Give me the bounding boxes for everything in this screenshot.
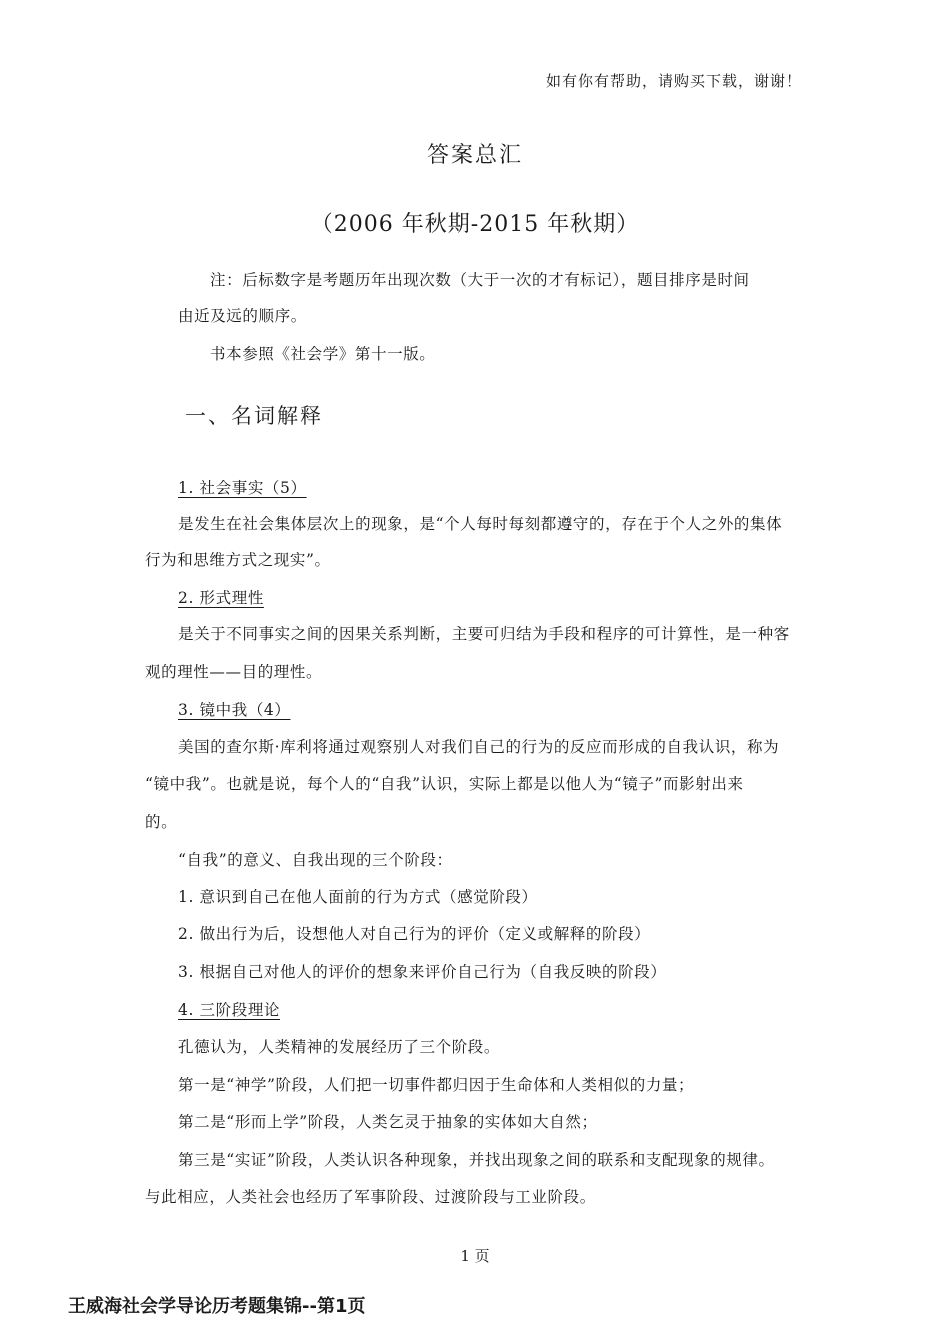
reference-note: 书本参照《社会学》第十一版。 — [210, 345, 436, 363]
term-4-line-1: 孔德认为，人类精神的发展经历了三个阶段。 — [178, 1038, 501, 1056]
term-3-line-4: “自我”的意义、自我出现的三个阶段： — [178, 851, 453, 869]
term-3-line-2: “镜中我”。也就是说，每个人的“自我”认识，实际上都是以他人为“镜子”而影射出来 — [145, 775, 744, 793]
term-3-line-7: 3. 根据自己对他人的评价的想象来评价自己行为（自我反映的阶段） — [178, 963, 667, 981]
footer-label: 王威海社会学导论历考题集锦--第1页 — [68, 1296, 366, 1317]
term-3-line-1: 美国的查尔斯·库利将通过观察别人对我们自己的行为的反应而形成的自我认识，称为 — [178, 738, 780, 756]
note-line-1: 注：后标数字是考题历年出现次数（大于一次的才有标记），题目排序是时间 — [210, 271, 750, 289]
term-2-title: 2. 形式理性 — [178, 589, 264, 607]
term-1-title: 1. 社会事实（5） — [178, 479, 307, 497]
term-4-title: 4. 三阶段理论 — [178, 1001, 281, 1019]
term-3-title: 3. 镜中我（4） — [178, 701, 291, 719]
header-note: 如有你有帮助，请购买下载，谢谢！ — [545, 72, 802, 90]
term-2-line-2: 观的理性——目的理性。 — [145, 663, 323, 681]
term-4-line-5: 与此相应，人类社会也经历了军事阶段、过渡阶段与工业阶段。 — [145, 1188, 596, 1206]
term-1-line-2: 行为和思维方式之现实”。 — [145, 551, 331, 569]
term-1-line-1: 是发生在社会集体层次上的现象，是“个人每时每刻都遵守的，存在于个人之外的集体 — [178, 515, 783, 533]
term-3-line-5: 1. 意识到自己在他人面前的行为方式（感觉阶段） — [178, 888, 538, 906]
term-4-line-4: 第三是“实证”阶段，人类认识各种现象，并找出现象之间的联系和支配现象的规律。 — [178, 1151, 775, 1169]
term-3-line-6: 2. 做出行为后，设想他人对自己行为的评价（定义或解释的阶段） — [178, 925, 651, 943]
term-4-line-2: 第一是“神学”阶段，人们把一切事件都归因于生命体和人类相似的力量； — [178, 1076, 695, 1094]
term-3-line-3: 的。 — [145, 813, 178, 831]
note-line-2: 由近及远的顺序。 — [178, 307, 307, 325]
term-2-line-1: 是关于不同事实之间的因果关系判断，主要可归结为手段和程序的可计算性，是一种客 — [178, 625, 790, 643]
document-title: 答案总汇 — [426, 143, 523, 168]
term-4-line-3: 第二是“形而上学”阶段，人类乞灵于抽象的实体如大自然； — [178, 1113, 598, 1131]
section-heading: 一、名词解释 — [185, 404, 323, 428]
page-number: 1 页 — [460, 1247, 490, 1265]
document-subtitle: （2006 年秋期-2015 年秋期） — [310, 212, 640, 237]
